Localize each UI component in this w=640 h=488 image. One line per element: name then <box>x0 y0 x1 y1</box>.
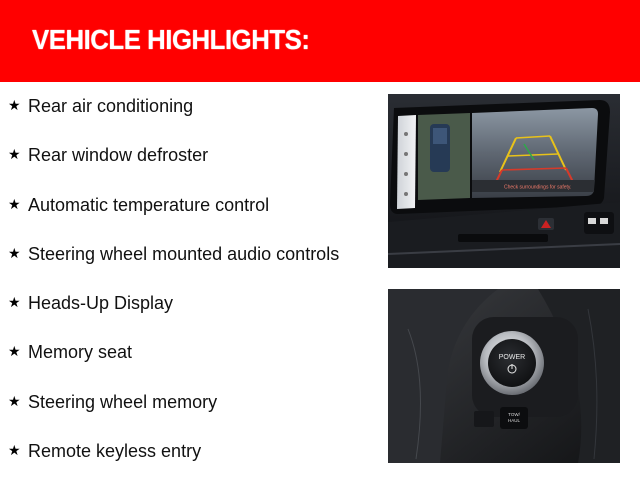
star-icon: ★ <box>8 344 21 361</box>
highlight-label: Automatic temperature control <box>28 194 270 215</box>
power-button-illustration <box>388 289 620 463</box>
list-item <box>8 242 378 291</box>
star-icon: ★ <box>8 295 21 312</box>
power-button-photo <box>388 289 620 463</box>
page-title: VEHICLE HIGHLIGHTS: <box>32 24 310 55</box>
header-banner <box>0 0 640 82</box>
list-item <box>8 193 378 242</box>
highlight-label: Remote keyless entry <box>28 441 202 462</box>
list-item <box>8 94 378 143</box>
star-icon: ★ <box>8 196 21 213</box>
camera-screen-illustration <box>388 94 620 268</box>
star-icon: ★ <box>8 393 21 410</box>
star-icon: ★ <box>8 147 21 164</box>
camera-screen-photo <box>388 94 620 268</box>
highlights-list <box>8 94 378 488</box>
list-item <box>8 143 378 192</box>
highlight-label: Heads-Up Display <box>28 293 174 314</box>
star-icon: ★ <box>8 98 21 114</box>
list-item <box>8 291 378 340</box>
list-item <box>8 340 378 389</box>
star-icon: ★ <box>8 245 21 262</box>
star-icon: ★ <box>8 443 21 460</box>
highlight-label: Steering wheel mounted audio controls <box>28 243 340 264</box>
highlight-label: Rear air conditioning <box>28 96 194 116</box>
camera-caption: Check surroundings for safety. <box>504 184 572 191</box>
tow-haul-line1: TOW/ <box>508 412 520 417</box>
highlight-label: Memory seat <box>28 342 133 363</box>
power-button-label: POWER <box>498 354 526 361</box>
list-item <box>8 390 378 439</box>
highlight-label: Rear window defroster <box>28 145 209 166</box>
highlight-label: Steering wheel memory <box>28 391 218 412</box>
tow-haul-line2: HAUL <box>507 418 521 423</box>
list-item <box>8 439 378 488</box>
